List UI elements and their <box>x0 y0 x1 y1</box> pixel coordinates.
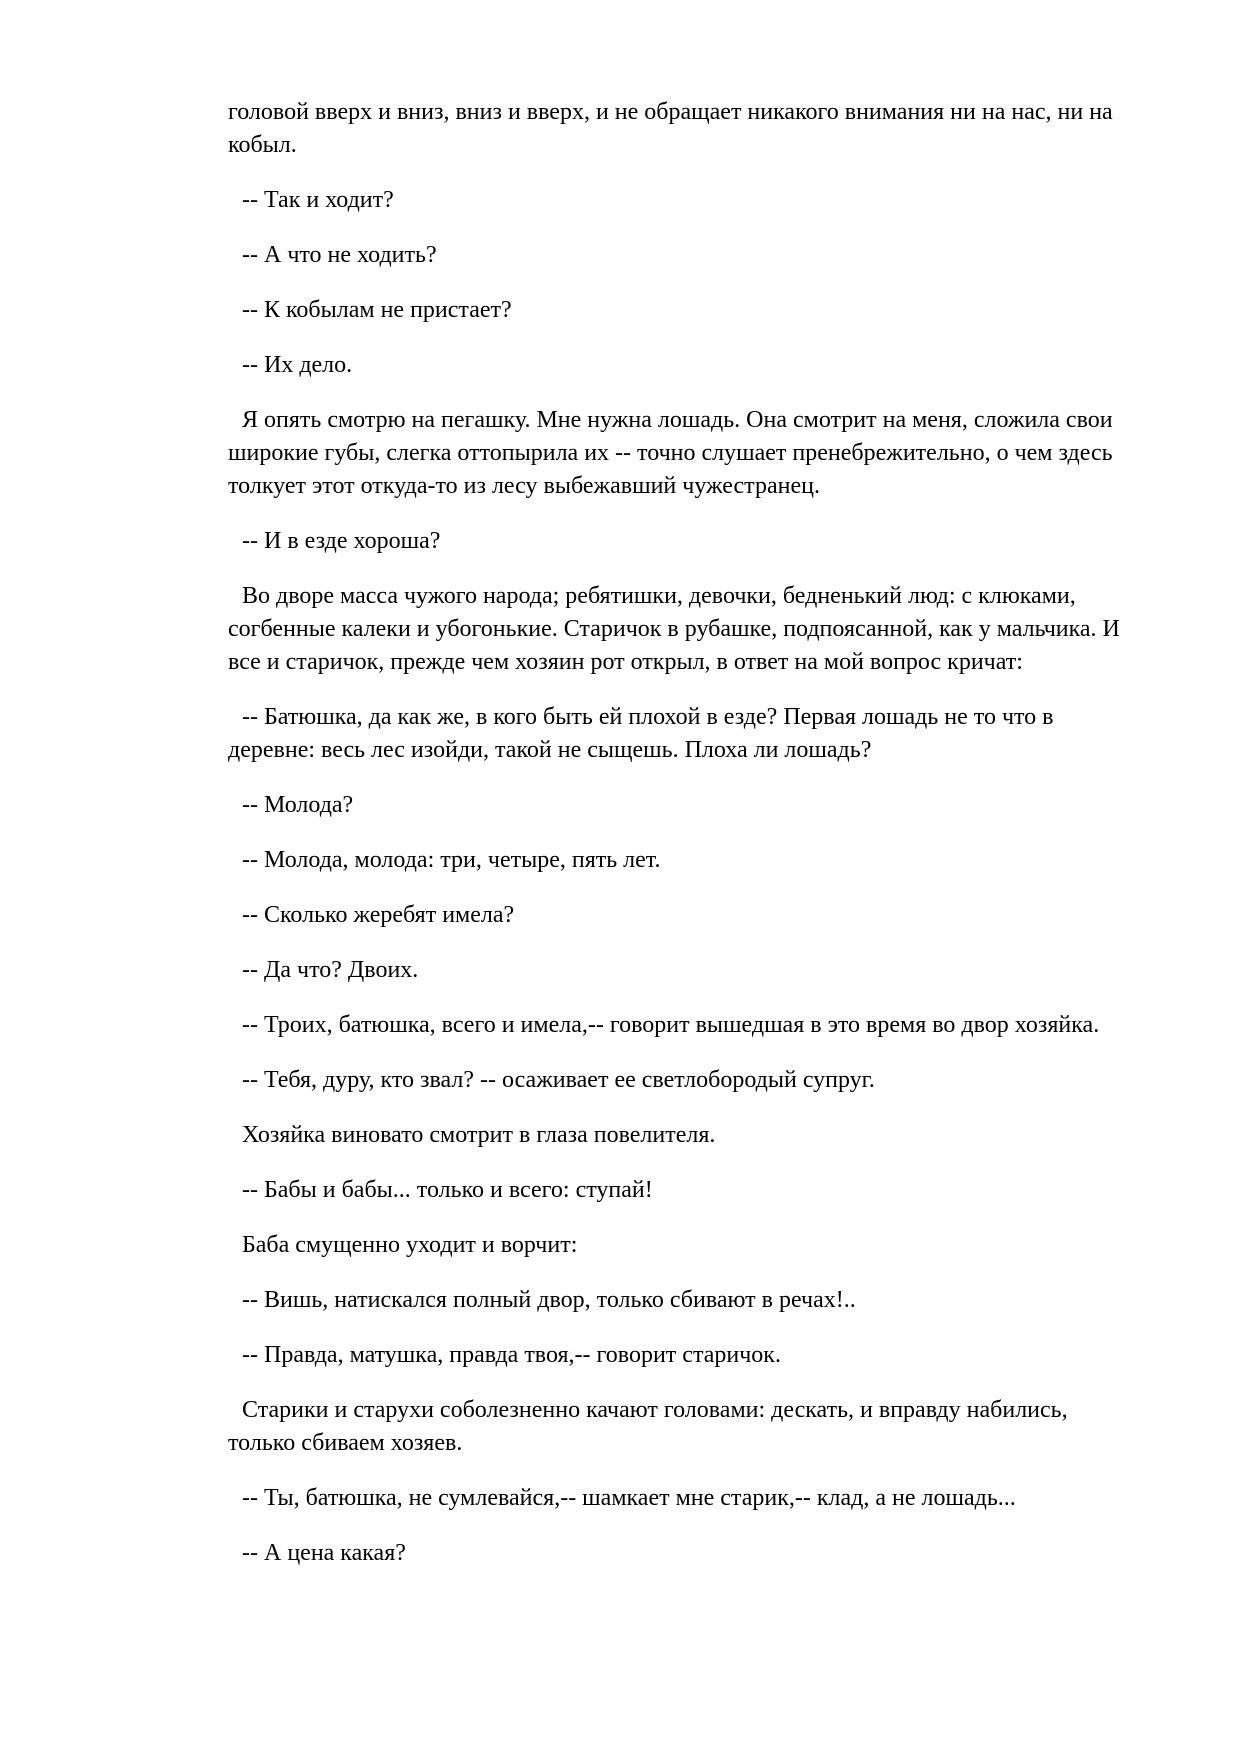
paragraph-15: -- Тебя, дуру, кто звал? -- осаживает ее светлобородый супруг. <box>242 1067 875 1093</box>
paragraph-07: -- И в езде хороша? <box>242 528 441 554</box>
paragraph-20: -- Правда, матушка, правда твоя,-- говорит старичок. <box>242 1342 781 1368</box>
paragraph-08: Во дворе масса чужого народа; ребятишки, девочки, бедненький люд: с клюками, согбенные калеки и убогонькие. Старичок в рубашке, подпоясанной, как у мальчика. И все и старичок, прежде чем хозяин рот открыл, в ответ на мой вопрос кричат: <box>228 583 1120 675</box>
paragraph-01: головой вверх и вниз, вниз и вверх, и не обращает никакого внимания ни на нас, ни на кобыл. <box>228 99 1113 158</box>
text-page <box>228 96 1136 1592</box>
paragraph-13: -- Да что? Двоих. <box>242 957 419 983</box>
paragraph-16: Хозяйка виновато смотрит в глаза повелителя. <box>242 1122 716 1148</box>
paragraph-09: -- Батюшка, да как же, в кого быть ей плохой в езде? Первая лошадь не то что в деревне: весь лес изойди, такой не сыщешь. Плоха ли лошадь? <box>228 704 1054 763</box>
paragraph-19: -- Вишь, натискался полный двор, только сбивают в речах!.. <box>242 1287 856 1313</box>
paragraph-10: -- Молода? <box>242 792 354 818</box>
paragraph-23: -- А цена какая? <box>242 1540 406 1566</box>
paragraph-02: -- Так и ходит? <box>242 187 394 213</box>
paragraph-06: Я опять смотрю на пегашку. Мне нужна лошадь. Она смотрит на меня, сложила свои широкие губы, слегка оттопырила их -- точно слушает пренебрежительно, о чем здесь толкует этот откуда-то из лесу выбежавший чужестранец. <box>228 407 1113 499</box>
paragraph-11: -- Молода, молода: три, четыре, пять лет. <box>242 847 661 873</box>
paragraph-22: -- Ты, батюшка, не сумлевайся,-- шамкает мне старик,-- клад, а не лошадь... <box>242 1485 1016 1511</box>
paragraph-12: -- Сколько жеребят имела? <box>242 902 515 928</box>
paragraph-18: Баба смущенно уходит и ворчит: <box>242 1232 578 1258</box>
paragraph-21: Старики и старухи соболезненно качают головами: дескать, и вправду набились, только сбиваем хозяев. <box>228 1397 1068 1456</box>
paragraph-04: -- К кобылам не пристает? <box>242 297 512 323</box>
paragraph-03: -- А что не ходить? <box>242 242 437 268</box>
paragraph-17: -- Бабы и бабы... только и всего: ступай! <box>242 1177 653 1203</box>
paragraph-05: -- Их дело. <box>242 352 353 378</box>
paragraph-14: -- Троих, батюшка, всего и имела,-- говорит вышедшая в это время во двор хозяйка. <box>242 1012 1100 1038</box>
